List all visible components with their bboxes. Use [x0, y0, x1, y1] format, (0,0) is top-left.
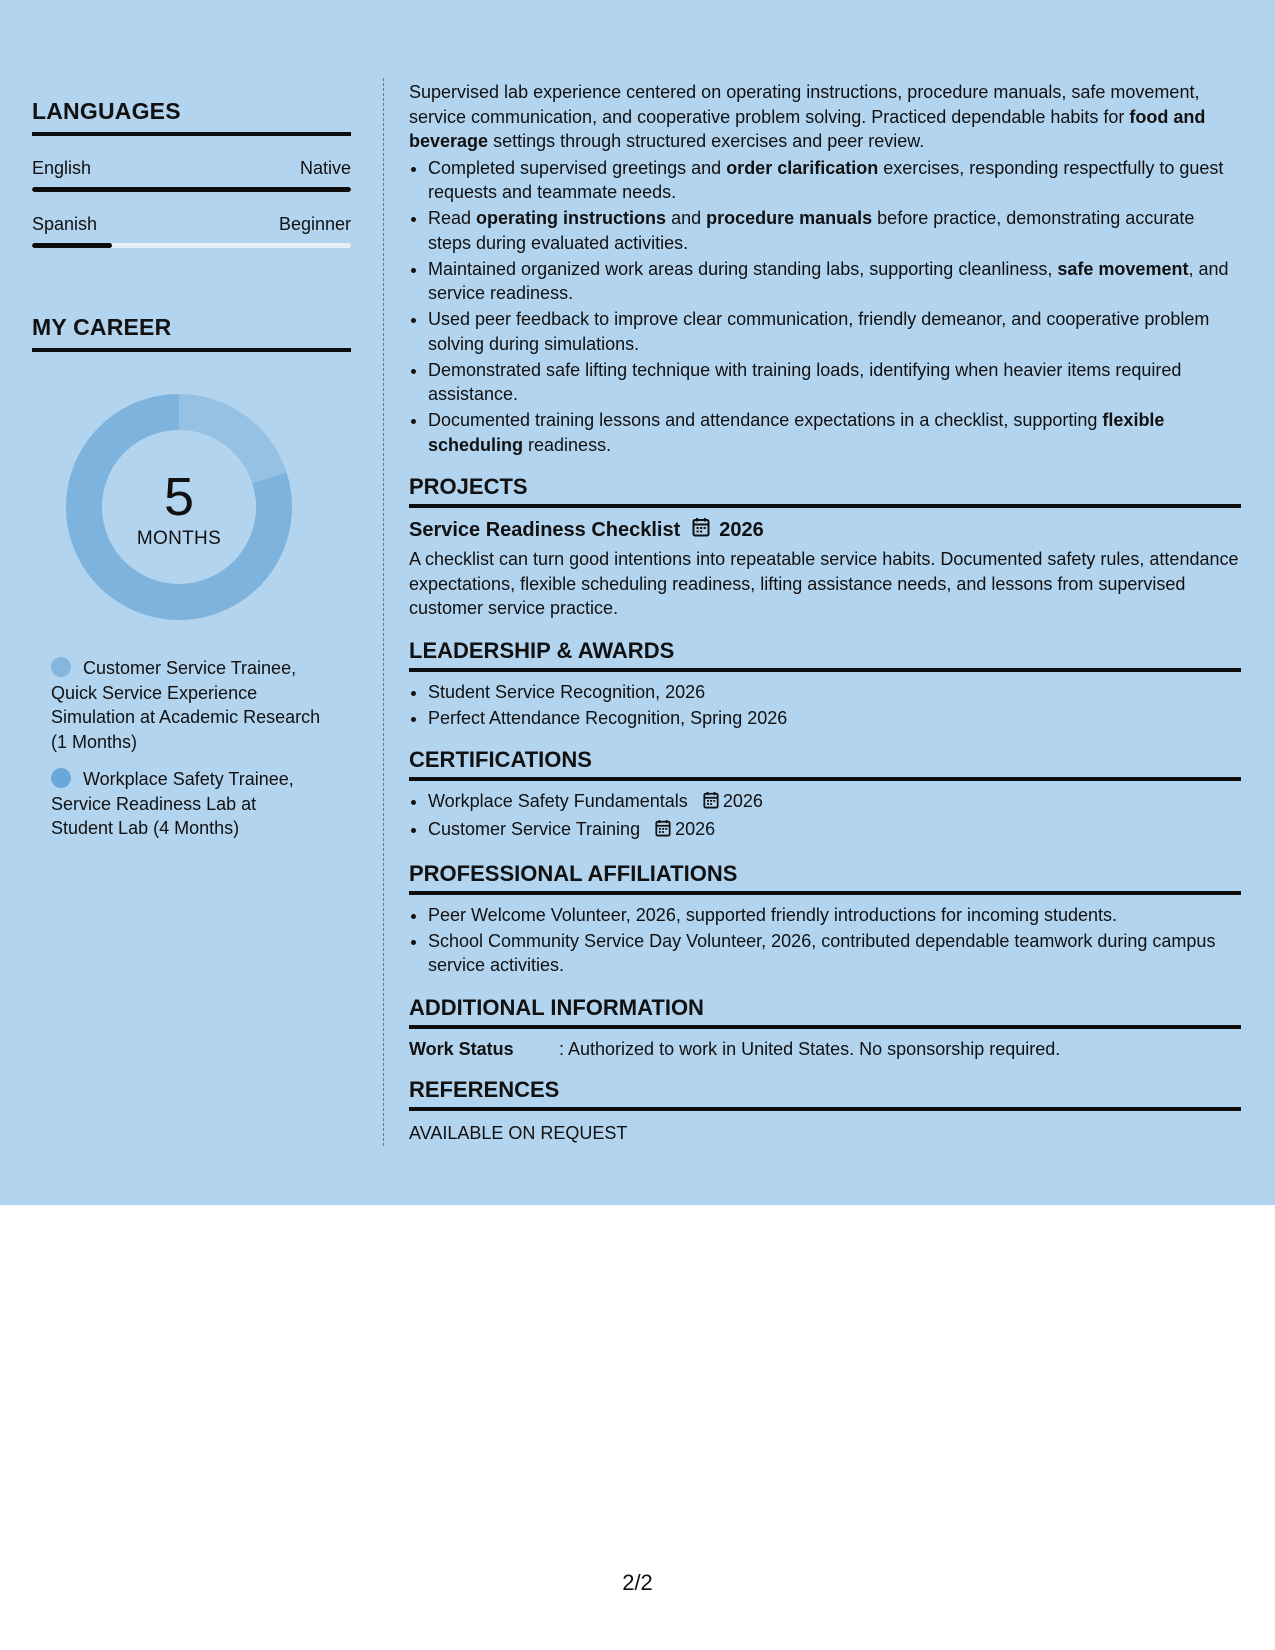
additional-info-heading: ADDITIONAL INFORMATION	[409, 995, 1241, 1029]
project-title: Service Readiness Checklist	[409, 518, 681, 541]
certification-year: 2026	[722, 791, 763, 811]
list-item: • School Community Service Day Volunteer, 2026, contributed dependable teamwork during campus service activities.	[428, 929, 1241, 978]
leadership-list	[409, 680, 1241, 731]
page-number: 2/2	[622, 1570, 653, 1595]
affiliations-list	[409, 903, 1241, 978]
project-year: 2026	[719, 518, 764, 541]
career-legend-item	[51, 767, 321, 841]
project-description: A checklist can turn good intentions into repeatable service habits. Documented safety rules, attendance expectations, flexible scheduling readiness, lifting assistance needs, and lessons from supervised customer service practice.	[409, 549, 1239, 618]
language-item	[32, 158, 351, 192]
intro-text: Supervised lab experience centered on operating instructions, procedure manuals, safe movement, service communication, and cooperative problem solving. Practiced dependable habits for	[409, 82, 1200, 127]
intro-bold: food and beverage	[409, 106, 1206, 151]
language-proficiency-bar	[32, 243, 351, 248]
list-item: • Read operating instructions and procedure manuals before practice, demonstrating accurate steps during evaluated activities.	[428, 206, 1241, 255]
career-item-text: Customer Service Trainee, Quick Service Experience Simulation at Academic Research (1 Months)	[51, 658, 321, 752]
work-status-label: Work Status	[409, 1038, 514, 1059]
affiliations-heading: PROFESSIONAL AFFILIATIONS	[409, 861, 1241, 895]
references-heading: REFERENCES	[409, 1077, 1241, 1111]
list-item: • Demonstrated safe lifting technique with training loads, identifying when heavier items required assistance.	[428, 358, 1241, 407]
certification-name: Workplace Safety Fundamentals	[428, 791, 688, 811]
career-legend	[51, 656, 321, 841]
certification-year: 2026	[675, 819, 716, 839]
career-total-value: 5	[163, 467, 195, 527]
language-proficiency-fill	[32, 243, 112, 248]
work-status-row	[409, 1039, 1241, 1060]
certifications-heading: CERTIFICATIONS	[409, 747, 1241, 781]
language-item	[32, 214, 351, 248]
legend-dot-icon	[51, 768, 71, 788]
calendar-icon	[655, 819, 671, 844]
work-status-value: : Authorized to work in United States. No sponsorship required.	[559, 1038, 1061, 1059]
sidebar	[32, 98, 351, 854]
language-level: Native	[299, 158, 351, 178]
list-item	[428, 789, 1241, 816]
list-item: • Documented training lessons and attendance expectations in a checklist, supporting flexible scheduling readiness.	[428, 408, 1241, 457]
legend-dot-icon	[51, 657, 71, 677]
list-item: • Peer Welcome Volunteer, 2026, supported friendly introductions for incoming students.	[428, 903, 1241, 928]
languages-heading: LANGUAGES	[32, 98, 351, 136]
list-item: • Student Service Recognition, 2026	[428, 680, 1241, 705]
list-item: • Used peer feedback to improve clear communication, friendly demeanor, and cooperative problem solving during simulations.	[428, 307, 1241, 356]
calendar-icon	[703, 791, 719, 816]
career-donut-chart	[66, 394, 292, 620]
certification-name: Customer Service Training	[428, 819, 641, 839]
career-heading: MY CAREER	[32, 314, 351, 352]
donut-center-label	[66, 394, 292, 620]
leadership-heading: LEADERSHIP & AWARDS	[409, 638, 1241, 672]
experience-intro	[409, 80, 1241, 154]
list-item: • Perfect Attendance Recognition, Spring 2026	[428, 706, 1241, 731]
career-legend-item	[51, 656, 321, 754]
career-total-unit: MONTHS	[136, 528, 222, 549]
language-name: English	[32, 158, 92, 178]
project-title-row	[409, 517, 1241, 543]
career-item-text: Workplace Safety Trainee, Service Readiness Lab at Student Lab (4 Months)	[51, 769, 294, 838]
experience-bullets	[409, 156, 1241, 458]
language-name: Spanish	[32, 214, 98, 234]
language-level: Beginner	[278, 214, 351, 234]
main-content	[409, 80, 1241, 1144]
certifications-list	[409, 789, 1241, 844]
list-item	[428, 817, 1241, 844]
list-item: • Completed supervised greetings and order clarification exercises, responding respectfully to guest requests and teammate needs.	[428, 156, 1241, 205]
language-proficiency-fill	[32, 187, 351, 192]
intro-text: settings through structured exercises and peer review.	[488, 131, 925, 151]
calendar-icon	[692, 517, 710, 543]
language-proficiency-bar	[32, 187, 351, 192]
projects-heading: PROJECTS	[409, 474, 1241, 508]
references-text: AVAILABLE ON REQUEST	[409, 1122, 628, 1143]
column-divider	[383, 78, 384, 1146]
list-item: • Maintained organized work areas during standing labs, supporting cleanliness, safe movement, and service readiness.	[428, 257, 1241, 306]
